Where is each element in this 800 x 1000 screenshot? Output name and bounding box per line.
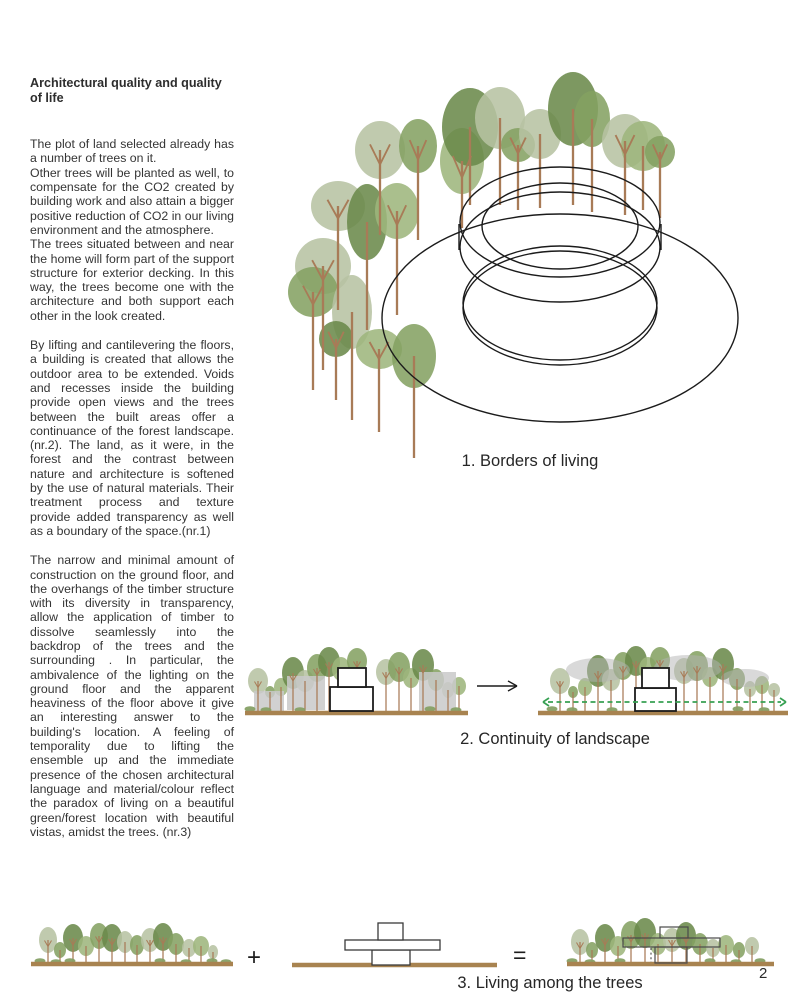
forest-elevation-landscape-flow (538, 646, 788, 713)
combined-grove-building (567, 918, 775, 965)
figure1-caption: 1. Borders of living (461, 452, 599, 470)
tree-arc (288, 72, 675, 458)
diagram-continuity-of-landscape (235, 638, 795, 724)
paragraph: The plot of land selected already has a number of trees on it. (30, 137, 234, 166)
plus-operator: + (247, 944, 262, 971)
forest-elevation-with-building (245, 647, 469, 713)
ring-structure (382, 167, 738, 422)
diagram-borders-of-living (275, 58, 790, 460)
figure3-caption: 3. Living among the trees (457, 974, 643, 992)
paragraph-group (30, 553, 234, 839)
tree-grove (31, 923, 233, 965)
arrow-right-icon (477, 681, 517, 691)
article-heading: Architectural quality and quality of life (30, 76, 222, 105)
paragraph-group (30, 137, 234, 323)
figure2-caption: 2. Continuity of landscape (460, 730, 650, 748)
article-text (30, 76, 234, 854)
diagram-living-among-trees (25, 912, 790, 972)
page-number: 2 (759, 965, 768, 982)
paragraph: Other trees will be planted as well, to compensate for the CO2 created by building work and also attain a bigger positive reduction of CO2 in our living environment and the atmosphere. (30, 165, 234, 237)
paragraph: The trees situated between and near the home will form part of the support structure for exterior decking. In this way, the trees become one with the architecture and both support each other in the look created. (30, 237, 234, 323)
building-elevation (292, 923, 497, 965)
article-paragraphs (30, 137, 234, 839)
paragraph-group (30, 338, 234, 538)
paragraph: By lifting and cantilevering the floors, a building is created that allows the outdoor area to be extended. Voids and recesses inside the building provide open views and the trees between the built areas offer a continuance of the forest landscape. (nr.2). The land, as it were, in the forest and the contrast between nature and architecture is softened by the use of natural materials. Their treatment process and texture provide added transparency as well as a boundary of the space.(nr.1) (30, 338, 234, 538)
equals-operator: = (513, 942, 527, 968)
paragraph: The narrow and minimal amount of construction on the ground floor, and the overhangs of the timber structure with its diversity in transparency, allow the application of timber to dissolve seamlessly into the backdrop of the trees and the surrounding . In particular, the ambivalence of the lighting on the ground floor and the apparent heaviness of the floor above it give an interesting answer to the building's location. A feeling of temporality due to lifting the ensemble up and the immediate presence of the chosen architectural language and material/colour reflect the paradox of living on a beautiful green/forest location with beautiful vistas, amidst the trees. (nr.3) (30, 553, 234, 839)
